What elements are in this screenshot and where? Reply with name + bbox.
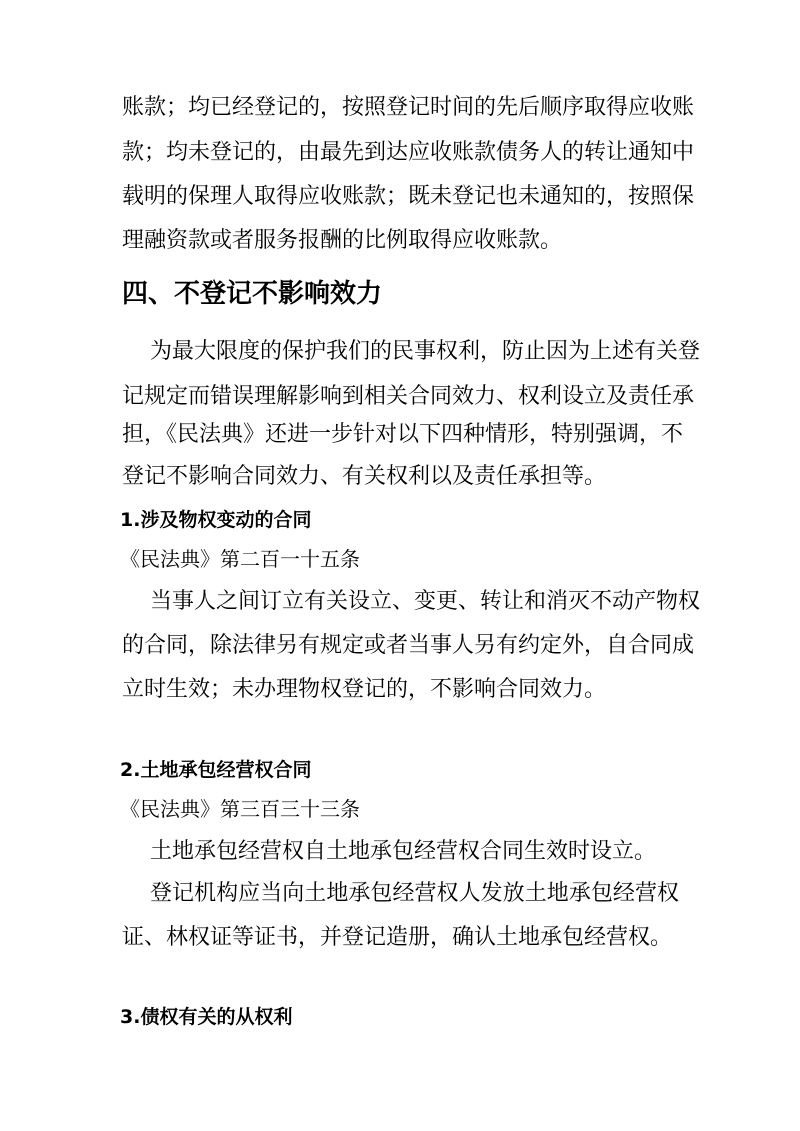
intro-line-1: 账款；均已经登记的，按照登记时间的先后顺序取得应收账 [122, 95, 695, 120]
item2-para2-line-2: 证、林权证等证书，并登记造册，确认土地承包经营权。 [122, 925, 673, 950]
section-para-line-2: 记规定而错误理解影响到相关合同效力、权利设立及责任承 [122, 384, 695, 409]
section-heading: 四、不登记不影响效力 [122, 279, 383, 309]
item1-line-1: 当事人之间订立有关设立、变更、转让和消灭不动产物权 [150, 589, 701, 614]
item2-title: 2.土地承包经营权合同 [120, 759, 312, 781]
intro-line-4: 理融资款或者服务报酬的比例取得应收账款。 [122, 228, 563, 253]
intro-line-3: 载明的保理人取得应收账款；既未登记也未通知的，按照保 [122, 184, 695, 209]
item2-citation: 《民法典》第三百三十三条 [120, 797, 360, 821]
section-para-line-1: 为最大限度的保护我们的民事权利，防止因为上述有关登 [150, 339, 701, 364]
item1-line-2: 的合同，除法律另有规定或者当事人另有约定外，自合同成 [122, 633, 695, 658]
item1-line-3: 立时生效；未办理物权登记的，不影响合同效力。 [122, 677, 607, 702]
intro-line-2: 款；均未登记的，由最先到达应收账款债务人的转让通知中 [122, 140, 695, 165]
item2-para-1: 土地承包经营权自土地承包经营权合同生效时设立。 [150, 839, 657, 864]
section-para-line-3: 担，《民法典》还进一步针对以下四种情形，特别强调，不 [122, 422, 684, 447]
section-para-line-4: 登记不影响合同效力、有关权利以及责任承担等。 [122, 464, 607, 489]
item1-citation: 《民法典》第二百一十五条 [120, 547, 360, 571]
item1-title: 1.涉及物权变动的合同 [120, 509, 312, 531]
item2-para2-line-1: 登记机构应当向土地承包经营权人发放土地承包经营权 [150, 881, 679, 906]
item3-title: 3.债权有关的从权利 [120, 1006, 293, 1028]
